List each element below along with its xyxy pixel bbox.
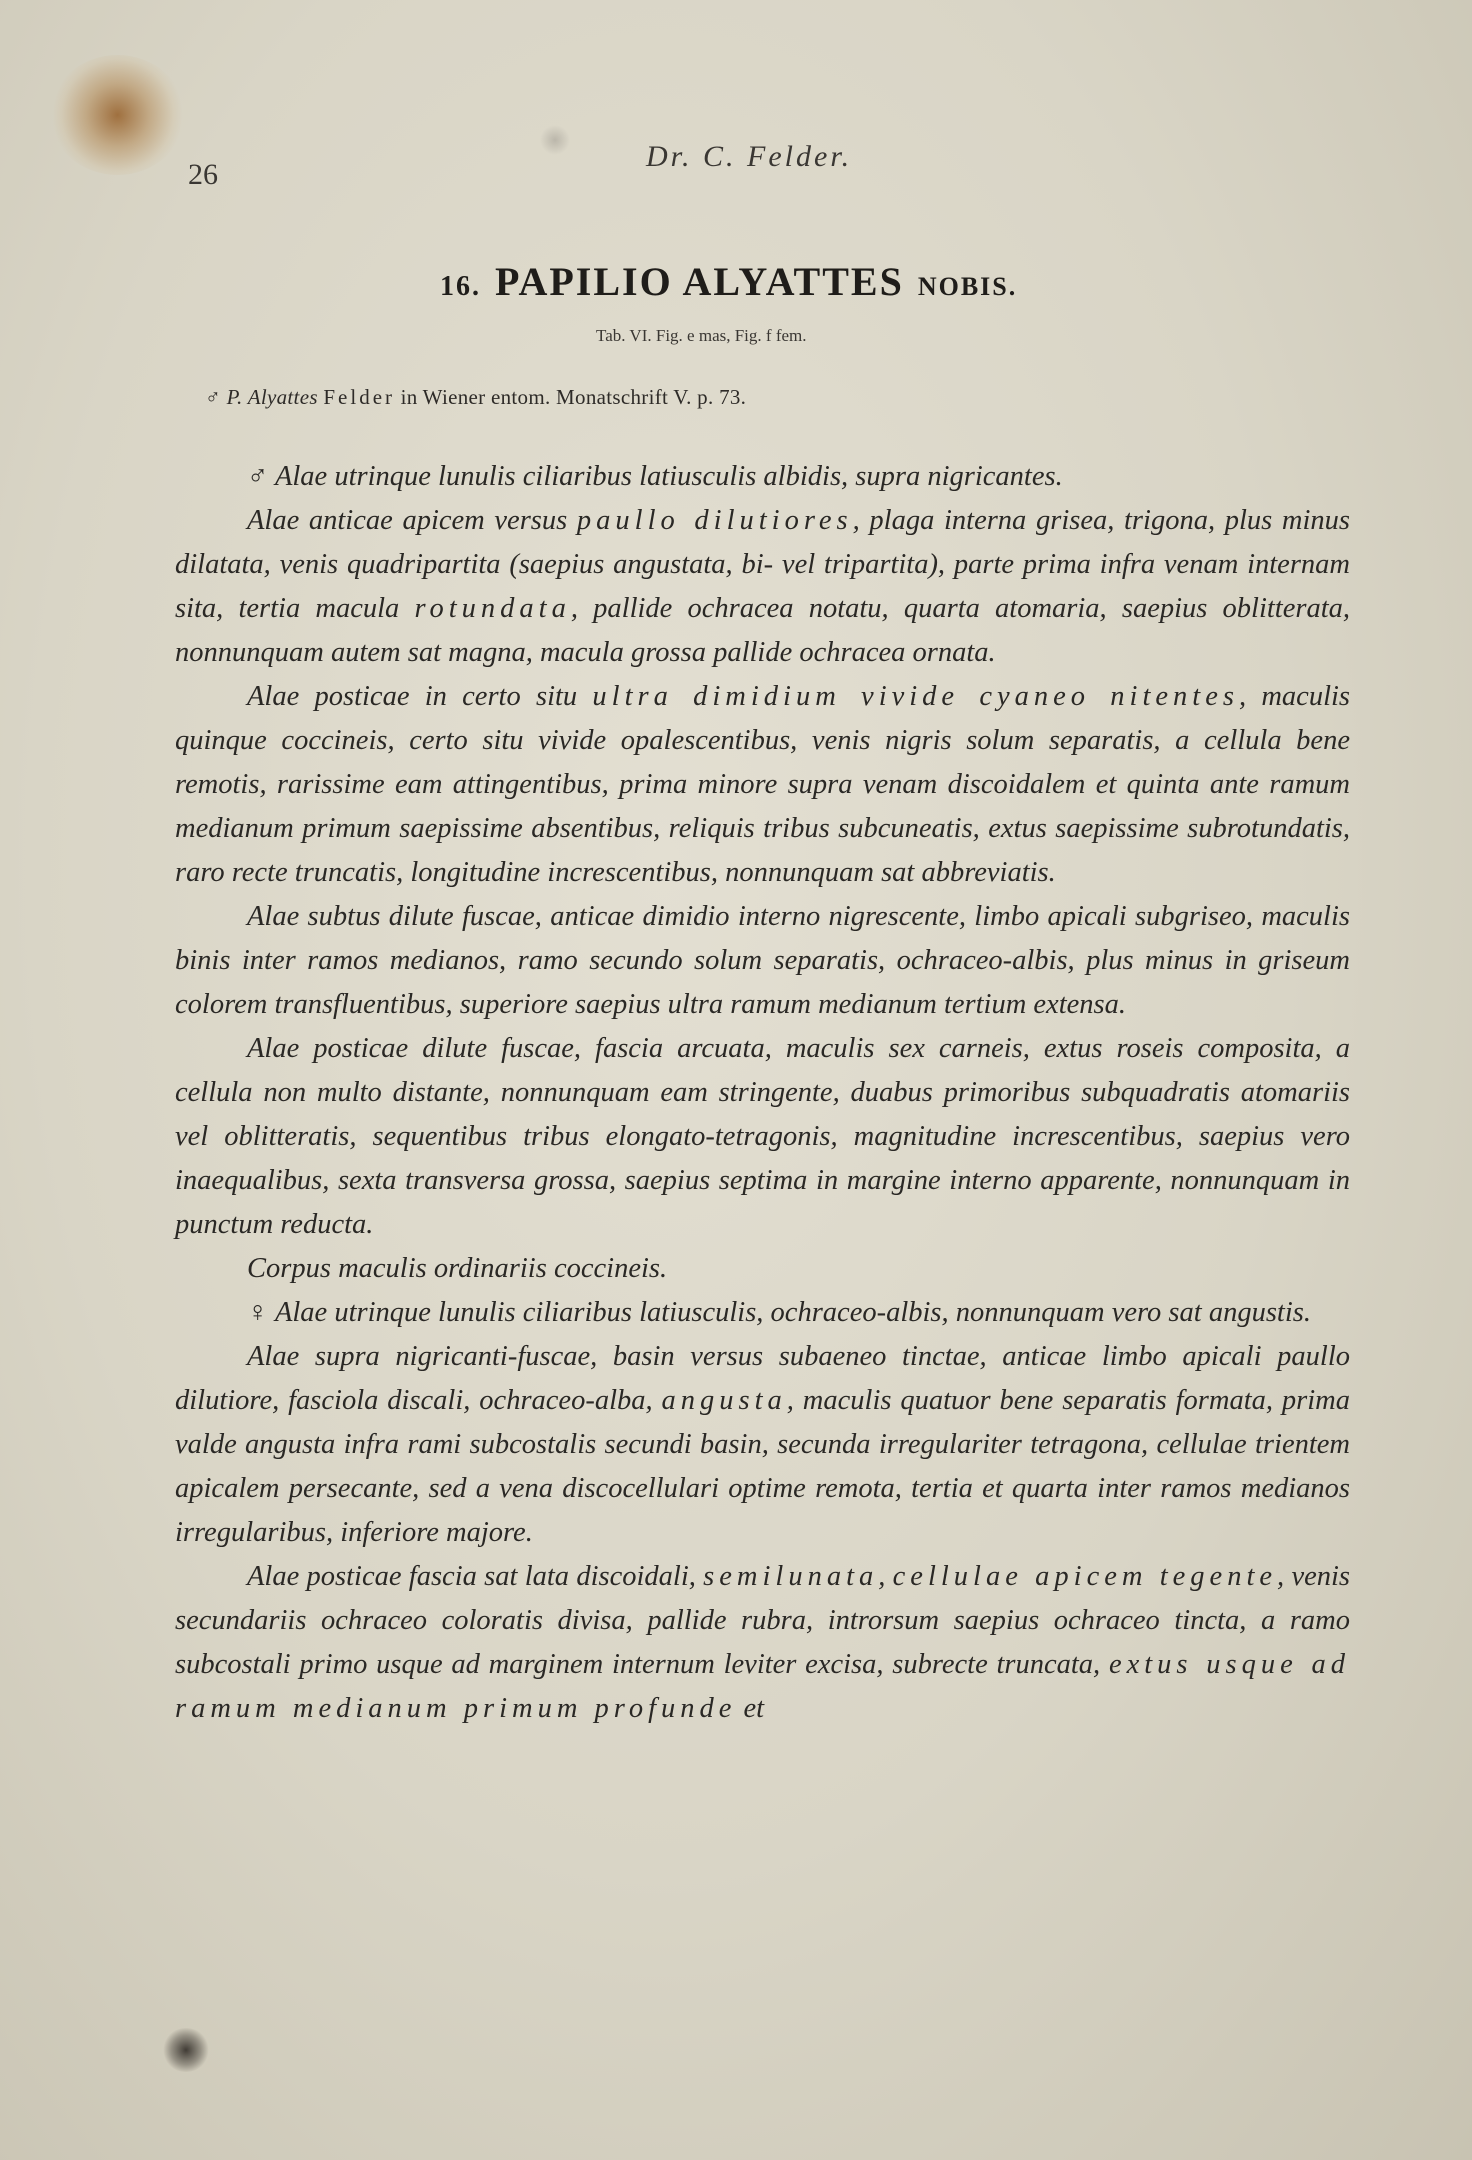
spaced-text: extus usque ad ramum medianum primum profunde	[175, 1649, 1350, 1724]
text-run: Alae posticae dilute fuscae, fascia arcuata, maculis sex carneis, extus roseis composita, a cellula non multo distante, nonnunquam eam stringente, duabus primoribus subquadratis atomariis vel oblitteratis, sequentibus tribus elongato-tetragonis, magnitudine increscentibus, saepius vero inaequalibus, sexta transversa grossa, saepius septima in margine interno apparente, nonnunquam in punctum reducta.	[175, 1033, 1350, 1240]
text-run: Alae posticae in certo situ	[247, 681, 593, 712]
paragraph	[175, 1247, 1350, 1291]
paragraph	[175, 1335, 1350, 1555]
text-run: ,	[878, 1561, 893, 1592]
spaced-text: cellulae apicem tegente	[892, 1561, 1278, 1592]
foxing-stain	[50, 55, 185, 175]
smudge-mark	[540, 125, 570, 155]
species-authority: NOBIS.	[917, 272, 1018, 301]
text-run: ♂ Alae utrinque lunulis ciliaribus latiusculis albidis, supra nigricantes.	[247, 461, 1063, 492]
text-run: , plaga interna grisea, trigona, plus minus dilatata, venis quadripartita (saepius angustata, bi- vel tripartita), parte prima infra venam internam sita, tertia macula	[175, 505, 1350, 624]
paragraph	[175, 675, 1350, 895]
synonym-author: Felder	[323, 385, 396, 409]
species-name: PAPILIO ALYATTES	[495, 259, 904, 304]
text-run: , maculis quinque coccineis, certo situ vivide opalescentibus, venis nigris solum separatis, a cellula bene remotis, rarissime eam attingentibus, prima minore supra venam discoidalem et quinta ante ramum medianum primum saepissime absentibus, reliquis tribus subcuneatis, extus saepissime subrotundatis, raro recte truncatis, longitudine increscentibus, nonnunquam sat abbreviatis.	[175, 681, 1350, 888]
running-head: Dr. C. Felder.	[646, 140, 853, 173]
paragraph	[175, 1555, 1350, 1731]
synonymy-line	[205, 385, 746, 410]
plate-reference: Tab. VI. Fig. e mas, Fig. f fem.	[596, 326, 807, 345]
spaced-text: rotundata	[414, 593, 571, 624]
synonym-citation: in Wiener entom. Monatschrift V. p. 73.	[395, 385, 747, 409]
species-number: 16.	[440, 271, 481, 302]
text-run: Alae subtus dilute fuscae, anticae dimidio interno nigrescente, limbo apicali subgriseo, maculis binis inter ramos medianos, ramo secundo solum separatis, ochraceo-albis, plus minus in griseum colorem transfluentibus, superiore saepius ultra ramum medianum tertium extensa.	[175, 901, 1350, 1020]
text-run: , venis secundariis ochraceo coloratis divisa, pallide rubra, introrsum saepius ochraceo tincta, a ramo subcostali primo usque ad marginem internum leviter excisa, subrecte truncata,	[175, 1561, 1351, 1680]
text-run: , maculis quatuor bene separatis formata, prima valde angusta infra rami subcostalis secundi basin, secunda irregulariter tetragona, cellulae trientem apicalem persecante, sed a vena discocellulari optime remota, tertia et quarta inter ramos medianos irregularibus, inferiore majore.	[175, 1385, 1350, 1548]
description-body	[175, 455, 1350, 1731]
text-run: Alae anticae apicem versus	[247, 505, 577, 536]
text-run: , pallide ochracea notatu, quarta atomaria, saepius oblitterata, nonnunquam autem sat magna, macula grossa pallide ochracea ornata.	[175, 593, 1350, 668]
text-run: Alae supra nigricanti-fuscae, basin versus subaeneo tinctae, anticae limbo apicali paullo dilutiore, fasciola discali, ochraceo-alba,	[175, 1341, 1350, 1416]
paragraph	[175, 499, 1350, 675]
spaced-text: ultra dimidium vivide cyaneo nitentes	[592, 681, 1239, 712]
ink-blot	[162, 2028, 210, 2072]
text-run: ♀ Alae utrinque lunulis ciliaribus latiusculis, ochraceo-albis, nonnunquam vero sat angustis.	[247, 1297, 1311, 1328]
paragraph	[175, 1291, 1350, 1335]
paragraph	[175, 455, 1350, 499]
text-run: Alae posticae fascia sat lata discoidali,	[247, 1561, 704, 1592]
text-run: Corpus maculis ordinariis coccineis.	[247, 1253, 668, 1284]
synonym-taxon: ♂ P. Alyattes	[205, 385, 318, 409]
article-title	[440, 258, 1017, 305]
page-number: 26	[188, 158, 218, 191]
spaced-text: angusta	[661, 1385, 787, 1416]
spaced-text: paullo dilutiores	[576, 505, 853, 536]
paragraph	[175, 1027, 1350, 1247]
text-run: et	[736, 1693, 765, 1724]
paragraph	[175, 895, 1350, 1027]
spaced-text: semilunata	[703, 1561, 879, 1592]
